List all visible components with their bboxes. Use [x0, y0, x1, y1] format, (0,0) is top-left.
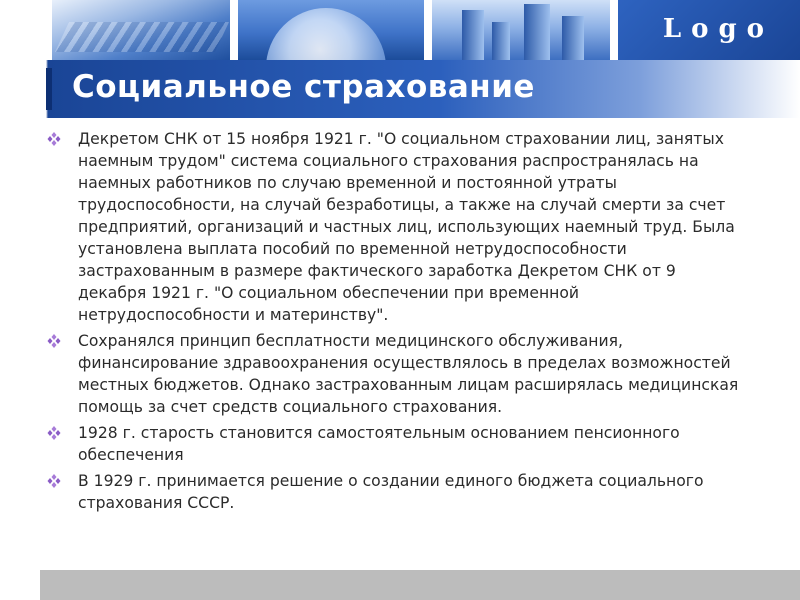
list-item [46, 330, 746, 418]
diamond-cluster-icon [46, 333, 62, 349]
diamond-cluster-icon [46, 473, 62, 489]
bullet-text: Сохранялся принцип бесплатности медицинского обслуживания, финансирование здравоохранения осуществлялось в пределах возможностей местных бюджетов. Однако застрахованным лицам расширялась медицинская помощь за счет средств социального страхования. [78, 332, 739, 416]
header-photo-buildings [432, 0, 610, 60]
list-item [46, 128, 746, 326]
header-strip [0, 0, 800, 60]
logo-box [618, 0, 800, 60]
building-decoration [492, 22, 510, 60]
bullet-text: 1928 г. старость становится самостоятельным основанием пенсионного обеспечения [78, 424, 680, 464]
building-decoration [562, 16, 584, 60]
header-photo-globe [238, 0, 424, 60]
footer-bar [40, 570, 800, 600]
title-accent-bar [46, 68, 52, 110]
bullet-list [46, 128, 746, 518]
bullet-text: В 1929 г. принимается решение о создании единого бюджета социального страхования СССР. [78, 472, 704, 512]
bullet-text: Декретом СНК от 15 ноября 1921 г. "О социальном страховании лиц, занятых наемным трудом" система социального страхования распространялась на наемных работников по случаю временной и постоянной утраты трудоспособности, на случай безработицы, а также на случай смерти за счет предприятий, организаций и частных лиц, использующих наемный труд. Была установлена выплата пособий по временной нетрудоспособности застрахованным в размере фактического заработка Декретом СНК от 9 декабря 1921 г. "О социальном обеспечении при временной нетрудоспособности и материнству". [78, 130, 735, 324]
slide-title: Социальное страхование [72, 69, 535, 105]
logo: Logo [662, 14, 774, 44]
diamond-cluster-icon [46, 131, 62, 147]
list-item [46, 470, 746, 514]
globe-decoration [266, 8, 386, 60]
header-photo-keyboard [52, 0, 230, 60]
building-decoration [462, 10, 484, 60]
diamond-cluster-icon [46, 425, 62, 441]
list-item [46, 422, 746, 466]
keyboard-keys-decoration [55, 22, 229, 52]
building-decoration [524, 4, 550, 60]
